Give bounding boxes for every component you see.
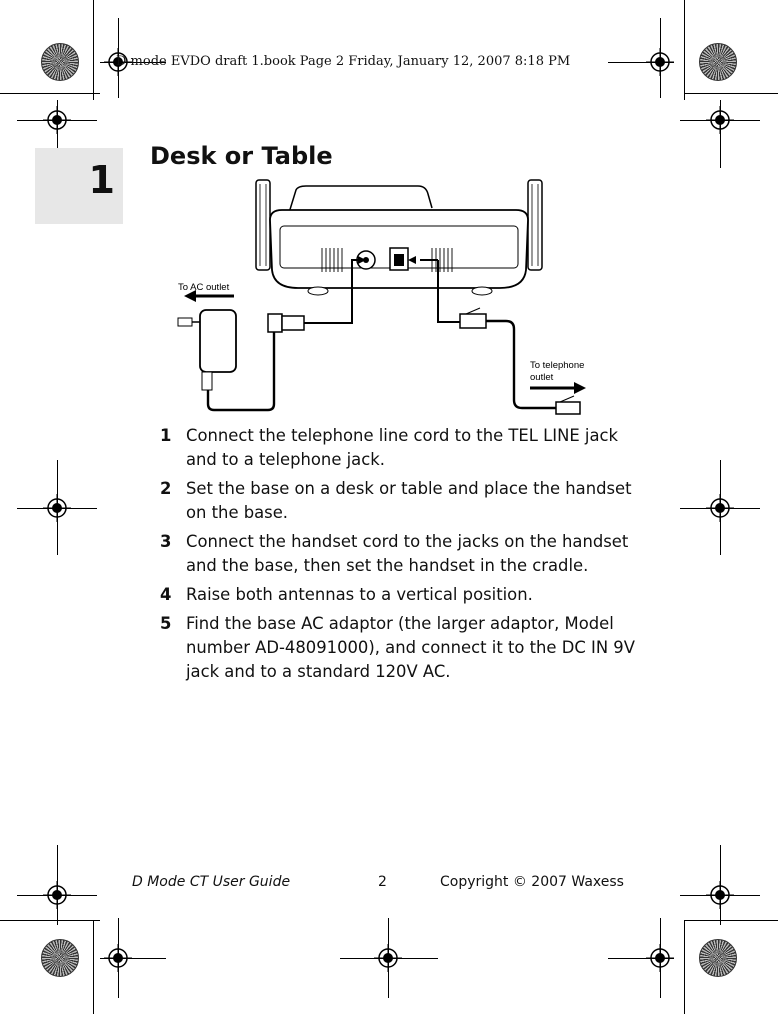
footer-copyright: Copyright © 2007 Waxess bbox=[440, 874, 624, 890]
list-item bbox=[160, 530, 640, 578]
footer-guide-title: D Mode CT User Guide bbox=[132, 874, 291, 890]
step-text: Set the base on a desk or table and place the handset on the base. bbox=[186, 479, 632, 522]
registration-mark-icon bbox=[43, 881, 71, 909]
registration-mark-icon bbox=[706, 881, 734, 909]
step-number: 2 bbox=[160, 479, 172, 498]
modular-plug-outlet-end bbox=[556, 396, 580, 414]
telephone-outlet-label-line1: To telephone bbox=[530, 360, 585, 371]
step-number: 1 bbox=[160, 426, 172, 445]
step-number: 5 bbox=[160, 614, 172, 633]
list-item bbox=[160, 612, 640, 684]
connection-illustration bbox=[170, 176, 610, 420]
step-text: Find the base AC adaptor (the larger adaptor, Model number AD-48091000), and connect it to the DC IN 9V jack and to a standard 120V AC. bbox=[186, 614, 635, 681]
right-antenna bbox=[528, 180, 542, 270]
list-item bbox=[160, 583, 640, 607]
step-text: Raise both antennas to a vertical position. bbox=[186, 585, 533, 604]
list-item bbox=[160, 477, 640, 525]
color-bar-starburst-icon bbox=[41, 43, 79, 81]
registration-mark-icon bbox=[43, 494, 71, 522]
registration-mark-icon bbox=[104, 944, 132, 972]
ac-adaptor bbox=[178, 310, 236, 390]
modular-plug bbox=[460, 308, 486, 328]
dc-plug bbox=[268, 314, 304, 332]
telephone-outlet-arrow-icon bbox=[530, 382, 586, 394]
print-slug: D mode EVDO draft 1.book Page 2 Friday, January 12, 2007 8:18 PM bbox=[116, 54, 571, 69]
step-text: Connect the handset cord to the jacks on the handset and the base, then set the handset in the cradle. bbox=[186, 532, 629, 575]
chapter-number: 1 bbox=[88, 158, 115, 202]
registration-mark-icon bbox=[43, 106, 71, 134]
left-antenna bbox=[256, 180, 270, 270]
step-text: Connect the telephone line cord to the TEL LINE jack and to a telephone jack. bbox=[186, 426, 619, 469]
registration-mark-icon bbox=[646, 48, 674, 76]
chapter-tab bbox=[35, 148, 123, 224]
registration-mark-icon bbox=[374, 944, 402, 972]
color-bar-starburst-icon bbox=[699, 43, 737, 81]
registration-mark-icon bbox=[706, 494, 734, 522]
list-item bbox=[160, 424, 640, 472]
step-number: 3 bbox=[160, 532, 172, 551]
registration-mark-icon bbox=[646, 944, 674, 972]
setup-steps bbox=[160, 424, 640, 689]
color-bar-starburst-icon bbox=[41, 939, 79, 977]
section-title: Desk or Table bbox=[150, 142, 333, 170]
registration-mark-icon bbox=[706, 106, 734, 134]
footer-page-number: 2 bbox=[378, 874, 387, 890]
step-number: 4 bbox=[160, 585, 172, 604]
color-bar-starburst-icon bbox=[699, 939, 737, 977]
telephone-outlet-label-line2: outlet bbox=[530, 372, 554, 383]
ac-outlet-label: To AC outlet bbox=[178, 282, 230, 293]
